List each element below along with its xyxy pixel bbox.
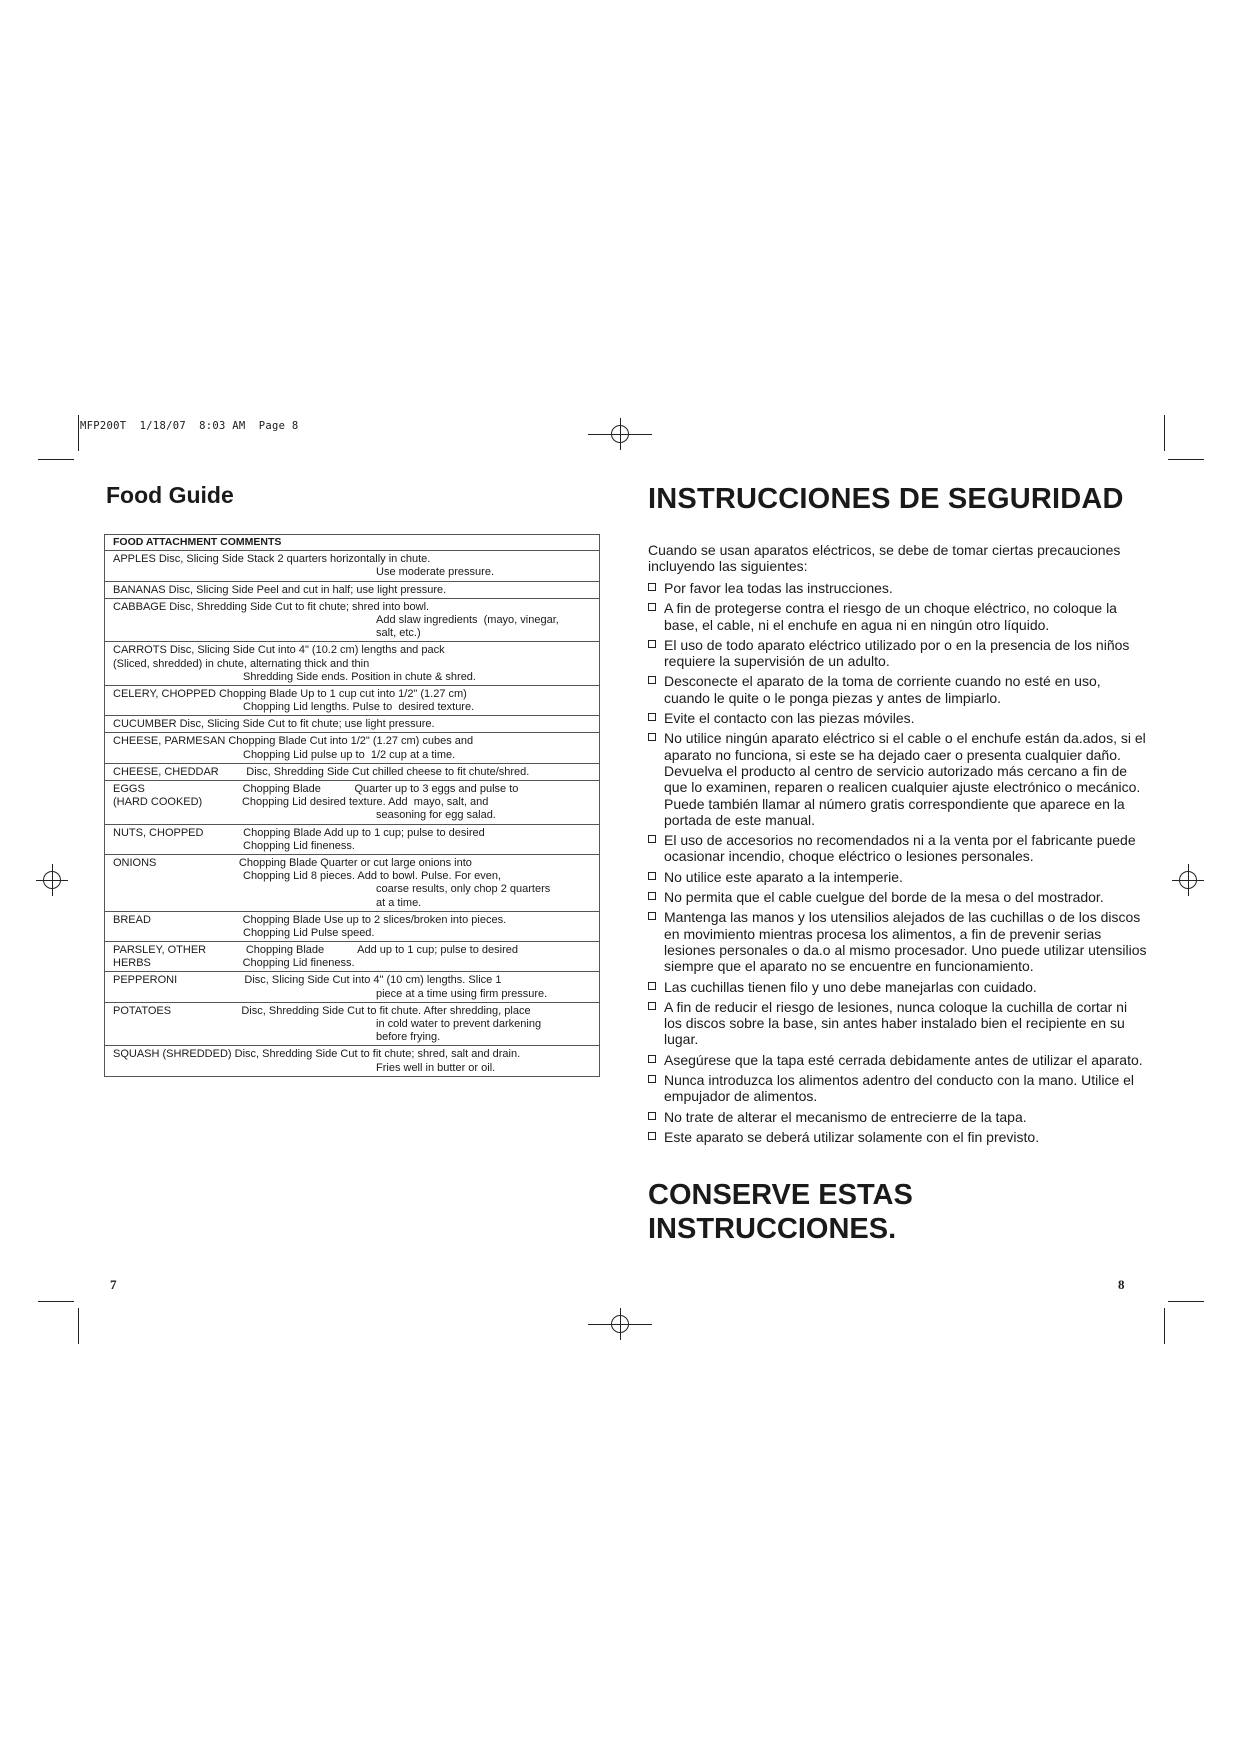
checkbox-bullet-icon <box>648 872 656 880</box>
table-row-line: salt, etc.) <box>376 627 421 640</box>
checkbox-bullet-icon <box>648 1075 656 1083</box>
safety-item <box>648 1072 1148 1105</box>
safety-item <box>648 832 1148 865</box>
safety-item <box>648 1052 1148 1068</box>
table-row <box>105 972 599 1002</box>
table-row-line: APPLES Disc, Slicing Side Stack 2 quarters horizontally in chute. <box>113 553 431 566</box>
safety-item-text: No permita que el cable cuelgue del borde de la mesa o del mostrador. <box>664 889 1104 906</box>
table-row <box>105 942 599 972</box>
safety-item-text: Mantenga las manos y los utensilios alejados de las cuchillas o de los discos en movimiento mientras procesa los alimentos, a fin de prevenir serias lesiones personales o da.o al mismo procesador. Uno puede utilizar utensilios siempre que el aparato no se encuentre en funcionamiento. <box>664 909 1147 975</box>
table-row-line: EGGS Chopping Blade Quarter up to 3 eggs and pulse to <box>113 783 519 796</box>
safety-item-text: El uso de accesorios no recomendados ni a la venta por el fabricante puede ocasionar incendio, choque eléctrico o lesiones personales. <box>664 832 1136 865</box>
table-row <box>105 825 599 855</box>
safety-title: INSTRUCCIONES DE SEGURIDAD <box>648 483 1124 515</box>
safety-item-text: Nunca introduzca los alimentos adentro del conducto con la mano. Utilice el empujador de alimentos. <box>664 1072 1135 1105</box>
safety-item-text: No utilice este aparato a la intemperie. <box>664 868 903 885</box>
table-row-line: Chopping Lid 8 pieces. Add to bowl. Pulse. For even, <box>243 870 502 883</box>
table-body <box>105 551 599 1076</box>
page-number-right: 8 <box>1118 1277 1125 1292</box>
table-row-line: Chopping Lid lengths. Pulse to desired texture. <box>243 701 475 714</box>
table-row-line: Use moderate pressure. <box>376 566 494 579</box>
food-guide-table <box>104 534 600 1077</box>
crop-mark <box>78 1308 79 1344</box>
table-row-line: coarse results, only chop 2 quarters <box>376 883 551 896</box>
safety-item <box>648 637 1148 670</box>
table-row-line: CARROTS Disc, Slicing Side Cut into 4" (10.2 cm) lengths and pack <box>113 644 445 657</box>
checkbox-bullet-icon <box>648 583 656 591</box>
table-row <box>105 599 599 643</box>
safety-item <box>648 869 1148 885</box>
table-row-line: BANANAS Disc, Slicing Side Peel and cut in half; use light pressure. <box>113 583 447 596</box>
save-title-line-2: INSTRUCCIONES. <box>648 1213 897 1245</box>
checkbox-bullet-icon <box>648 640 656 648</box>
safety-item-text: No trate de alterar el mecanismo de entrecierre de la tapa. <box>664 1108 1027 1125</box>
crop-mark <box>38 1301 74 1302</box>
table-row-line: in cold water to prevent darkening <box>376 1018 542 1031</box>
safety-item <box>648 1129 1148 1145</box>
checkbox-bullet-icon <box>648 1112 656 1120</box>
checkbox-bullet-icon <box>648 982 656 990</box>
crop-mark <box>1164 1308 1165 1344</box>
checkbox-bullet-icon <box>648 676 656 684</box>
crop-mark <box>1168 459 1204 460</box>
crop-mark <box>78 415 79 451</box>
safety-item-text: Las cuchillas tienen filo y uno debe manejarlas con cuidado. <box>664 978 1037 995</box>
safety-item <box>648 600 1148 633</box>
table-row-line: CABBAGE Disc, Shredding Side Cut to fit chute; shred into bowl. <box>113 600 430 613</box>
crop-mark <box>1168 1301 1204 1302</box>
table-row <box>105 716 599 733</box>
table-row-line: Fries well in butter or oil. <box>376 1061 496 1074</box>
safety-item-text: A fin de reducir el riesgo de lesiones, nunca coloque la cuchilla de cortar ni los discos sobre la base, sin antes haber instalado bien el recipiente en su lugar. <box>664 998 1128 1048</box>
safety-intro: Cuando se usan aparatos eléctricos, se debe de tomar ciertas precauciones incluyendo las siguientes: <box>648 542 1121 574</box>
table-row-line: Chopping Lid Pulse speed. <box>243 926 375 939</box>
safety-list <box>648 580 1148 1149</box>
table-row-line: at a time. <box>376 896 422 909</box>
table-row-line: NUTS, CHOPPED Chopping Blade Add up to 1 cup; pulse to desired <box>113 826 485 839</box>
table-row-line: Shredding Side ends. Position in chute & shred. <box>243 670 476 683</box>
table-row <box>105 781 599 825</box>
checkbox-bullet-icon <box>648 912 656 920</box>
safety-item <box>648 979 1148 995</box>
table-row-line: PEPPERONI Disc, Slicing Side Cut into 4" (10 cm) lengths. Slice 1 <box>113 974 502 987</box>
table-row <box>105 1003 599 1047</box>
safety-item-text: El uso de todo aparato eléctrico utilizado por o en la presencia de los niños requiere la supervisión de un adulto. <box>664 636 1130 670</box>
safety-item-text: Evite el contacto con las piezas móviles. <box>664 710 915 727</box>
table-row <box>105 733 599 763</box>
checkbox-bullet-icon <box>648 733 656 741</box>
table-row-line: HERBS Chopping Lid fineness. <box>113 957 355 970</box>
checkbox-bullet-icon <box>648 892 656 900</box>
table-row-line: CHEESE, PARMESAN Chopping Blade Cut into 1/2" (1.27 cm) cubes and <box>113 735 474 748</box>
table-row-line: Add slaw ingredients (mayo, vinegar, <box>376 613 559 626</box>
checkbox-bullet-icon <box>648 835 656 843</box>
table-row-line: PARSLEY, OTHER Chopping Blade Add up to 1 cup; pulse to desired <box>113 944 518 957</box>
safety-item <box>648 580 1148 596</box>
table-row-line: ONIONS Chopping Blade Quarter or cut large onions into <box>113 856 472 869</box>
table-row <box>105 551 599 581</box>
checkbox-bullet-icon <box>648 1132 656 1140</box>
table-row-line: POTATOES Disc, Shredding Side Cut to fit chute. After shredding, place <box>113 1004 531 1017</box>
safety-item-text: No utilice ningún aparato eléctrico si el cable o el enchufe están da.ados, si el aparato no funciona, si este se ha dejado caer o presenta cualquier daño. Devuelva el producto al centro de servicio autorizado más cercano a fin de que lo examinen, reparen o realicen cualquier ajuste electrónico o mecánico. Puede también llamar al número gratis correspondiente que aparece en la portada de este manual. <box>664 730 1146 828</box>
safety-item <box>648 710 1148 726</box>
checkbox-bullet-icon <box>648 1002 656 1010</box>
page-number-left: 7 <box>110 1277 117 1292</box>
table-row-line: CHEESE, CHEDDAR Disc, Shredding Side Cut chilled cheese to fit chute/shred. <box>113 765 530 778</box>
table-row <box>105 686 599 716</box>
safety-item <box>648 909 1148 974</box>
table-row-line: Chopping Lid pulse up to 1/2 cup at a time. <box>243 748 456 761</box>
table-row <box>105 855 599 912</box>
safety-item-text: Desconecte el aparato de la toma de corriente cuando no esté en uso, cuando le quite o le ponga piezas y antes de limpiarlo. <box>664 673 1101 706</box>
table-row-line: CUCUMBER Disc, Slicing Side Cut to fit chute; use light pressure. <box>113 718 435 731</box>
table-header: FOOD ATTACHMENT COMMENTS <box>105 534 599 551</box>
checkbox-bullet-icon <box>648 713 656 721</box>
table-row <box>105 642 599 686</box>
table-row <box>105 582 599 599</box>
table-row-line: (HARD COOKED) Chopping Lid desired texture. Add mayo, salt, and <box>113 796 489 809</box>
table-row-line: (Sliced, shredded) in chute, alternating thick and thin <box>113 657 370 670</box>
safety-item-text: Asegúrese que la tapa esté cerrada debidamente antes de utilizar el aparato. <box>664 1051 1143 1068</box>
safety-item <box>648 999 1148 1048</box>
table-row-line: CELERY, CHOPPED Chopping Blade Up to 1 cup cut into 1/2" (1.27 cm) <box>113 687 467 700</box>
food-guide-title: Food Guide <box>106 482 234 508</box>
print-slug: MFP200T 1/18/07 8:03 AM Page 8 <box>80 420 299 432</box>
safety-item <box>648 673 1148 706</box>
table-row-line: before frying. <box>376 1031 441 1044</box>
safety-item <box>648 889 1148 905</box>
crop-mark <box>38 459 74 460</box>
table-row <box>105 1046 599 1075</box>
safety-item-text: A fin de protegerse contra el riesgo de un choque eléctrico, no coloque la base, el cable, ni el enchufe en agua ni en ningún otro líquido. <box>664 600 1117 633</box>
save-title-line-1: CONSERVE ESTAS <box>648 1179 913 1211</box>
crop-mark <box>1164 415 1165 451</box>
table-row-line: Chopping Lid fineness. <box>243 839 355 852</box>
table-row-line: seasoning for egg salad. <box>376 809 496 822</box>
checkbox-bullet-icon <box>648 1055 656 1063</box>
table-row-line: BREAD Chopping Blade Use up to 2 slices/broken into pieces. <box>113 913 507 926</box>
table-row <box>105 912 599 942</box>
table-row-line: SQUASH (SHREDDED) Disc, Shredding Side Cut to fit chute; shred, salt and drain. <box>113 1048 521 1061</box>
safety-item-text: Por favor lea todas las instrucciones. <box>664 580 893 596</box>
safety-item <box>648 730 1148 828</box>
safety-item-text: Este aparato se deberá utilizar solamente con el fin previsto. <box>664 1128 1040 1145</box>
checkbox-bullet-icon <box>648 603 656 611</box>
save-instructions-title <box>648 1178 913 1246</box>
table-row <box>105 764 599 781</box>
safety-item <box>648 1109 1148 1125</box>
table-row-line: piece at a time using firm pressure. <box>376 987 548 1000</box>
